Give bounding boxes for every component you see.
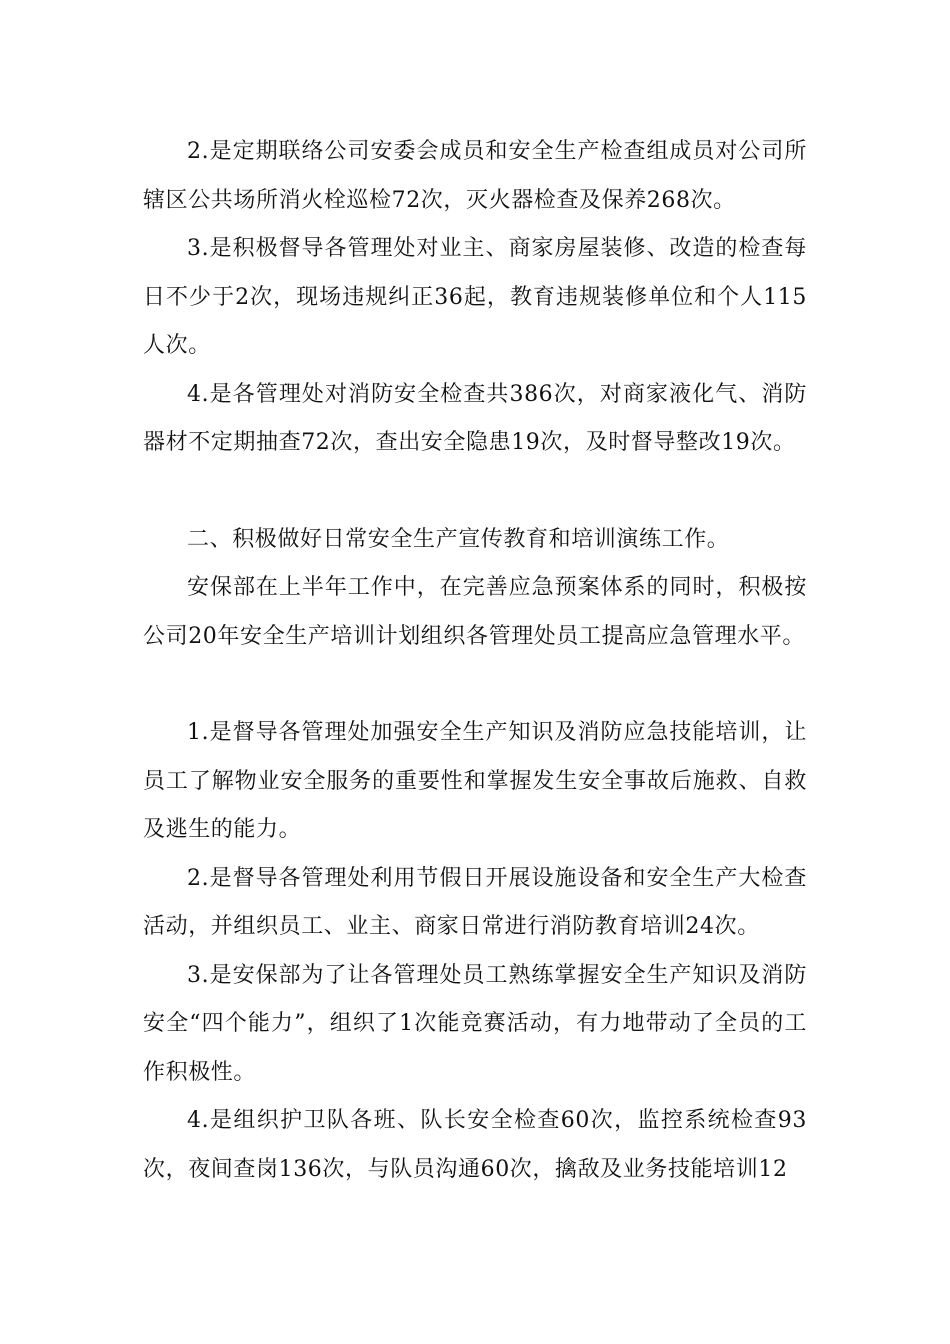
document-body xyxy=(143,128,807,1194)
section2-item-1: 1.是督导各管理处加强安全生产知识及消防应急技能培训，让员工了解物业安全服务的重要性和掌握发生安全事故后施救、自救及逃生的能力。 xyxy=(143,720,807,842)
section2-intro: 安保部在上半年工作中，在完善应急预案体系的同时，积极按公司20年安全生产培训计划组织各管理处员工提高应急管理水平。 xyxy=(143,575,807,649)
section1-item-4: 4.是各管理处对消防安全检查共386次，对商家液化气、消防器材不定期抽查72次，查出安全隐患19次，及时督导整改19次。 xyxy=(143,381,807,455)
section1-item-3: 3.是积极督导各管理处对业主、商家房屋装修、改造的检查每日不少于2次，现场违规纠正36起，教育违规装修单位和个人115人次。 xyxy=(143,236,807,358)
section2-item-4: 4.是组织护卫队各班、队长安全检查60次，监控系统检查93次，夜间查岗136次，与队员沟通60次，擒敌及业务技能培训12 xyxy=(143,1108,807,1182)
section2-heading: 二、积极做好日常安全生产宣传教育和培训演练工作。 xyxy=(187,526,730,552)
section2-item-3: 3.是安保部为了让各管理处员工熟练掌握安全生产知识及消防安全“四个能力”，组织了1次能竞赛活动，有力地带动了全员的工作积极性。 xyxy=(143,962,807,1085)
section1-item-2: 2.是定期联络公司安委会成员和安全生产检查组成员对公司所辖区公共场所消火栓巡检72次，灭火器检查及保养268次。 xyxy=(143,139,807,213)
section2-item-2: 2.是督导各管理处利用节假日开展设施设备和安全生产大检查活动，并组织员工、业主、商家日常进行消防教育培训24次。 xyxy=(143,865,807,939)
